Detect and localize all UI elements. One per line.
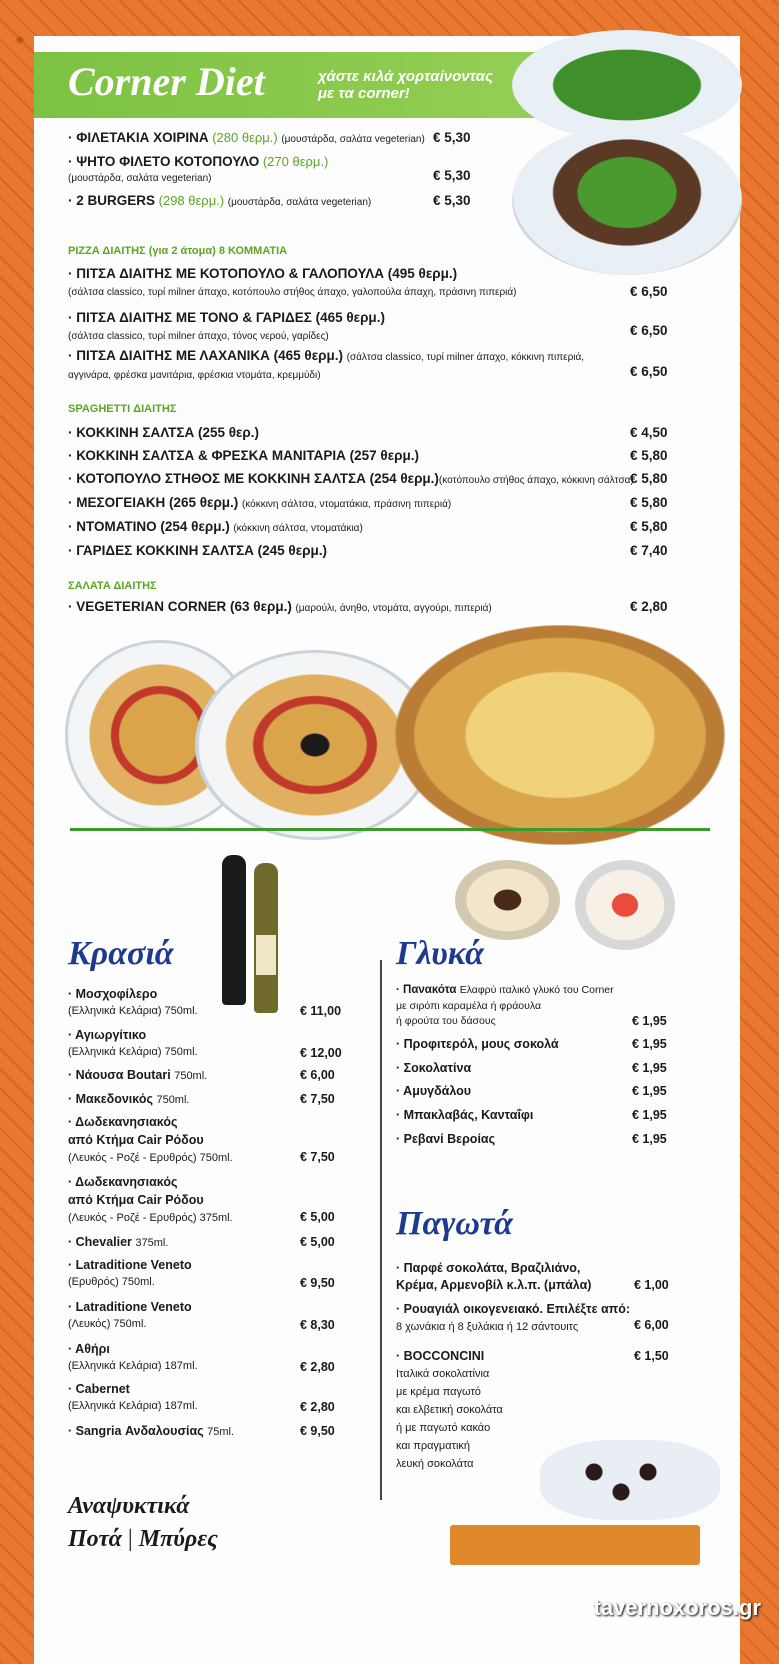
spaghetti-price: € 5,80 [630,471,668,486]
wine-sub: (Ερυθρός) 750ml. [68,1276,155,1288]
spaghetti-diet-header: SPAGHETTI ΔΙΑΙΤΗΣ [68,403,177,415]
panna-cotta-photo-1 [455,860,560,940]
wine-sub: (Ελληνικά Κελάρια) 187ml. [68,1400,198,1412]
wine-item: · Δωδεκανησιακός [68,1115,178,1129]
ice-cream-price: € 6,00 [634,1318,669,1332]
wine-item: · Cabernet [68,1382,130,1396]
bocconcini-photo [540,1440,720,1520]
wine-sub: (Ελληνικά Κελάρια) 750ml. [68,1046,198,1058]
diet-price: € 5,30 [433,193,471,208]
ice-cream-title: Παγωτά [396,1205,513,1242]
pizza-item-desc: αγγινάρα, φρέσκα μανιτάρια, φρέσκια ντομάτα, κρεμμύδι) [68,370,321,381]
wine-price: € 9,50 [300,1424,335,1438]
pizza-price: € 6,50 [630,364,668,379]
sweet-item: · Ρεβανί Βεροίας [396,1132,496,1146]
wine-item: · Chevalier 375ml. [68,1235,169,1249]
sweet-price: € 1,95 [632,1132,667,1146]
sweet-price: € 1,95 [632,1061,667,1075]
wine-item: · Latraditione Veneto [68,1300,192,1314]
wine-sub: (Ελληνικά Κελάρια) 187ml. [68,1360,198,1372]
wine-sub: (Λευκός) 750ml. [68,1318,147,1330]
spaghetti-item: · ΚΟΚΚΙΝΗ ΣΑΛΤΣΑ & ΦΡΕΣΚΑ ΜΑΝΙΤΑΡΙΑ (257 θερμ.) [68,448,419,463]
sweet-item-panakota: · Πανακότα Ελαφρύ ιταλικό γλυκό του Corner [396,984,614,996]
diet-item-desc: (μουστάρδα, σαλάτα vegeterian) [68,173,212,184]
spaghetti-price: € 5,80 [630,519,668,534]
wine-item: · Δωδεκανησιακός [68,1175,178,1189]
pizza-item: · ΠΙΤΣΑ ΔΙΑΙΤΗΣ ΜΕ ΛΑΧΑΝΙΚΑ (465 θερμ.) (σάλτσα classico, τυρί milner άπαχο, κόκκινη πιπεριά, [68,348,585,363]
salad-plate-photo-1 [512,30,742,140]
ice-cream-price: € 1,50 [634,1349,669,1363]
column-divider [380,960,382,1500]
diet-item: · ΨΗΤΟ ΦΙΛΕΤΟ ΚΟΤΟΠΟΥΛΟ (270 θερμ.) [68,154,329,169]
subtitle-line1: χάστε κιλά χορταίνοντας [318,68,493,85]
pizza-item: · ΠΙΤΣΑ ΔΙΑΙΤΗΣ ΜΕ ΚΟΤΟΠΟΥΛΟ & ΓΑΛΟΠΟΥΛΑ (495 θερμ.) [68,266,458,281]
salad-price: € 2,80 [630,599,668,614]
spaghetti-item: · ΓΑΡΙΔΕΣ ΚΟΚΚΙΝΗ ΣΑΛΤΣΑ (245 θερμ.) [68,543,327,558]
wine-item: · Νάουσα Boutari 750ml. [68,1068,208,1082]
wine-bottles-photo [218,855,288,1015]
sweet-item: · Αμυγδάλου [396,1084,472,1098]
drinks-title: Αναψυκτικά [68,1493,190,1519]
wine-price: € 5,00 [300,1235,335,1249]
pizza-price: € 6,50 [630,284,668,299]
wine-price: € 5,00 [300,1210,335,1224]
spaghetti-item: · ΚΟΤΟΠΟΥΛΟ ΣΤΗΘΟΣ ΜΕ ΚΟΚΚΙΝΗ ΣΑΛΤΣΑ (254 θερμ.)(κοτόπουλο στήθος άπαχο, κόκκινη σάλτσα) [68,471,634,486]
spaghetti-price: € 5,80 [630,448,668,463]
sweet-price: € 1,95 [632,1037,667,1051]
bocconcini-desc: και ελβετική σοκολάτα [396,1404,503,1416]
diet-item: · 2 BURGERS (298 θερμ.) (μουστάρδα, σαλάτα vegeterian) [68,193,372,208]
wine-item: · Αγιωργίτικο [68,1028,147,1042]
bocconcini-desc: και πραγματική [396,1440,471,1452]
diet-price: € 5,30 [433,168,471,183]
footer-logo-strip [450,1525,700,1565]
spaghetti-item: · ΜΕΣΟΓΕΙΑΚΗ (265 θερμ.) (κόκκινη σάλτσα, ντοματάκια, πράσινη πιπεριά) [68,495,452,510]
wine-item-line2: από Κτήμα Cair Ρόδου [68,1133,204,1147]
pizza-price: € 6,50 [630,323,668,338]
spaghetti-price: € 5,80 [630,495,668,510]
corner-diet-title: Corner Diet [68,59,265,104]
spaghetti-item: · ΝΤΟΜΑΤΙΝΟ (254 θερμ.) (κόκκινη σάλτσα, ντοματάκια) [68,519,363,534]
spaghetti-price: € 7,40 [630,543,668,558]
sweet-item: · Μπακλαβάς, Κανταΐφι [396,1108,534,1122]
ice-cream-item: · Παρφέ σοκολάτα, Βραζιλιάνο, [396,1261,581,1275]
wine-sub: (Λευκός - Ροζέ - Ερυθρός) 375ml. [68,1212,233,1224]
sweet-price: € 1,95 [632,1014,667,1028]
panakota-desc: με σιρόπι καραμέλα ή φράουλα [396,1000,542,1012]
spaghetti-item: · ΚΟΚΚΙΝΗ ΣΑΛΤΣΑ (255 θερ.) [68,425,260,440]
panna-cotta-photo-2 [575,860,675,950]
pizza-photo [395,625,725,845]
salad-item: · VEGETERIAN CORNER (63 θερμ.) (μαρούλι, άνηθο, ντομάτα, αγγούρι, πιπεριά) [68,599,492,614]
wines-title: Κρασιά [68,935,174,972]
subtitle-line2: με τα corner! [318,85,410,102]
wine-price: € 2,80 [300,1360,335,1374]
wine-item: · Latraditione Veneto [68,1258,192,1272]
section-divider [70,828,710,831]
salad-diet-header: ΣΑΛΑΤΑ ΔΙΑΙΤΗΣ [68,580,157,592]
pizza-diet-header: PIZZA ΔΙΑΙΤΗΣ (για 2 άτομα) 8 ΚΟΜΜΑΤΙΑ [68,245,288,257]
watermark: tavernoxoros.gr [593,1595,761,1620]
wine-item: · Sangria Ανδαλουσίας 75ml. [68,1424,235,1438]
ice-cream-item: · Ρουαγιάλ οικογενειακό. Επιλέξτε από: [396,1302,631,1316]
panakota-desc: ή φρούτα του δάσους [396,1015,496,1027]
wine-item: · Μακεδονικός 750ml. [68,1092,190,1106]
wine-price: € 6,00 [300,1068,335,1082]
wine-price: € 11,00 [300,1004,342,1018]
wine-price: € 9,50 [300,1276,335,1290]
spaghetti-price: € 4,50 [630,425,668,440]
bocconcini-desc: λευκή σοκολάτα [396,1458,474,1470]
wine-price: € 8,30 [300,1318,335,1332]
drinks-subtitle: Ποτά | Μπύρες [68,1526,218,1552]
wine-sub: (Ελληνικά Κελάρια) 750ml. [68,1005,198,1017]
sweet-price: € 1,95 [632,1108,667,1122]
bocconcini-desc: Ιταλικά σοκολατίνια [396,1368,490,1380]
sweet-price: € 1,95 [632,1084,667,1098]
sweet-item: · Σοκολατίνα [396,1061,472,1075]
ice-cream-price: € 1,00 [634,1278,669,1292]
sweets-title: Γλυκά [396,935,484,972]
ice-cream-item: · BOCCONCINI [396,1349,485,1363]
pizza-item-desc: (σάλτσα classico, τυρί milner άπαχο, κοτόπουλο στήθος άπαχο, γαλοπούλα άπαχη, πράσινη πιπεριά) [68,287,517,298]
salad-plate-photo-2 [512,125,742,275]
corner-diet-subtitle [318,68,538,102]
ice-cream-item-line2: Κρέμα, Αρμενοβίλ κ.λ.π. (μπάλα) [396,1278,592,1292]
diet-price: € 5,30 [433,130,471,145]
wine-item-line2: από Κτήμα Cair Ρόδου [68,1193,204,1207]
sweet-item: · Προφιτερόλ, μους σοκολά [396,1037,559,1051]
bocconcini-desc: με κρέμα παγωτό [396,1386,481,1398]
pizza-item: · ΠΙΤΣΑ ΔΙΑΙΤΗΣ ΜΕ ΤΟΝΟ & ΓΑΡΙΔΕΣ (465 θερμ.) [68,310,385,325]
wine-price: € 12,00 [300,1046,342,1060]
bocconcini-desc: ή με παγωτό κακάο [396,1422,491,1434]
ice-cream-desc: 8 χωνάκια ή 8 ξυλάκια ή 12 σάντουιτς [396,1321,579,1333]
wine-price: € 7,50 [300,1092,335,1106]
wine-item: · Αθήρι [68,1342,110,1356]
wine-price: € 7,50 [300,1150,335,1164]
wine-item: · Μοσχοφίλερο [68,987,158,1001]
diet-item: · ΦΙΛΕΤΑΚΙΑ ΧΟΙΡΙΝΑ (280 θερμ.) (μουστάρδα, σαλάτα vegeterian) [68,130,425,145]
wine-price: € 2,80 [300,1400,335,1414]
wine-sub: (Λευκός - Ροζέ - Ερυθρός) 750ml. [68,1152,233,1164]
pizza-item-desc: (σάλτσα classico, τυρί milner άπαχο, τόνος νερού, γαρίδες) [68,331,329,342]
